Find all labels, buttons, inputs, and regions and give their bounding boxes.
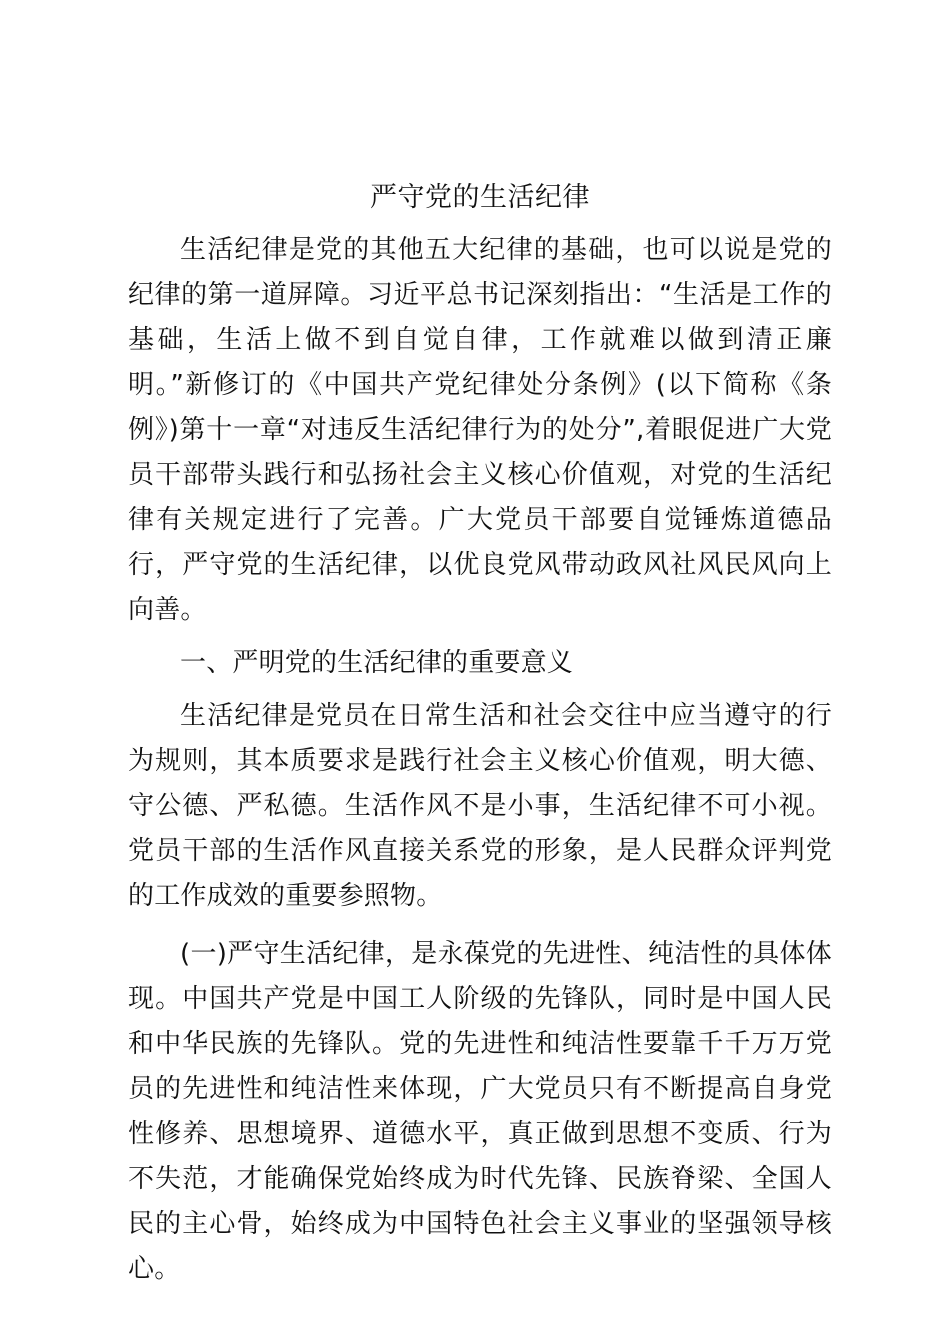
section-heading: 一、严明党的生活纪律的重要意义 [180, 648, 574, 678]
subsection-paragraph: (一)严守生活纪律，是永葆党的先进性、纯洁性的具体体现。中国共产党是中国工人阶级的先锋队，同时是中国人民和中华民族的先锋队。党的先进性和纯洁性要靠千千万万党员的先进性和纯洁性来体现，广大党员只有不断提高自身党性修养、思想境界、道德水平，真正做到思想不变质、行为不失范，才能确保党始终成为时代先锋、民族脊梁、全国人民的主心骨，始终成为中国特色社会主义事业的坚强领导核心。 [128, 939, 832, 1284]
document-title: 严守党的生活纪律 [370, 182, 590, 213]
paragraph-spacing [128, 919, 832, 932]
intro-paragraph: 生活纪律是党的其他五大纪律的基础，也可以说是党的纪律的第一道屏障。习近平总书记深刻指出：“生活是工作的基础，生活上做不到自觉自律，工作就难以做到清正廉明。”新修订的《中国共产党纪律处分条例》(以下简称《条例》)第十一章“对违反生活纪律行为的处分”,着眼促进广大党员干部带头践行和弘扬社会主义核心价值观，对党的生活纪律有关规定进行了完善。广大党员干部要自觉锤炼道德品行，严守党的生活纪律，以优良党风带动政风社风民风向上向善。 [128, 235, 832, 625]
paragraph-spacing [128, 686, 832, 694]
body-paragraph: 生活纪律是党员在日常生活和社会交往中应当遵守的行为规则，其本质要求是践行社会主义核心价值观，明大德、守公德、严私德。生活作风不是小事，生活纪律不可小视。党员干部的生活作风直接关系党的形象，是人民群众评判党的工作成效的重要参照物。 [128, 701, 832, 911]
paragraph-spacing [128, 633, 832, 641]
document-content [128, 174, 832, 1292]
